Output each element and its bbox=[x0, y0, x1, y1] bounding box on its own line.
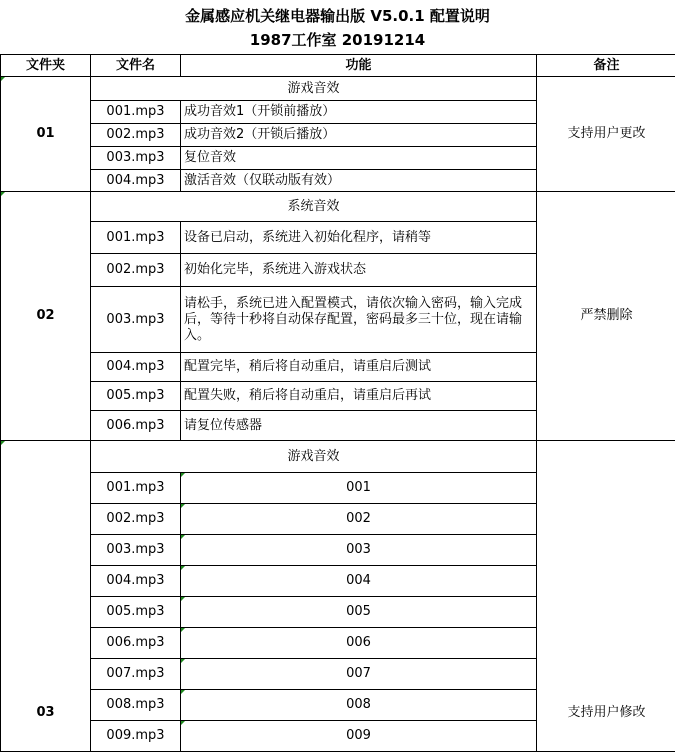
file-function: 激活音效（仅联动版有效） bbox=[181, 170, 537, 192]
folder-01-cell: 01 bbox=[1, 77, 91, 192]
folder-03-note: 支持用户修改 bbox=[537, 705, 675, 721]
file-name: 004.mp3 bbox=[91, 170, 181, 192]
table-row bbox=[1, 441, 675, 473]
file-function: 请松手，系统已进入配置模式，请依次输入密码，输入完成后，等待十秒将自动保存配置，密码最多三十位，现在请输入。 bbox=[181, 287, 537, 353]
header-function: 功能 bbox=[181, 55, 537, 77]
file-function: 配置失败，稍后将自动重启，请重启后再试 bbox=[181, 382, 537, 411]
document-title: 金属感应机关继电器输出版 V5.0.1 配置说明 bbox=[0, 6, 675, 26]
file-name: 001.mp3 bbox=[91, 473, 181, 504]
file-name: 009.mp3 bbox=[91, 721, 181, 752]
file-function: 003 bbox=[181, 535, 537, 566]
file-function: 008 bbox=[181, 690, 537, 721]
file-name: 004.mp3 bbox=[91, 566, 181, 597]
document-subtitle: 1987工作室 20191214 bbox=[0, 30, 675, 50]
file-name: 003.mp3 bbox=[91, 287, 181, 353]
file-function: 005 bbox=[181, 597, 537, 628]
file-function: 成功音效1（开锁前播放） bbox=[181, 101, 537, 124]
file-function: 设备已启动，系统进入初始化程序，请稍等 bbox=[181, 222, 537, 254]
file-function: 002 bbox=[181, 504, 537, 535]
folder-03-note-cell bbox=[537, 441, 675, 752]
file-name: 001.mp3 bbox=[91, 101, 181, 124]
file-function: 001 bbox=[181, 473, 537, 504]
file-function: 复位音效 bbox=[181, 147, 537, 170]
header-filename: 文件名 bbox=[91, 55, 181, 77]
file-name: 006.mp3 bbox=[91, 411, 181, 441]
file-name: 008.mp3 bbox=[91, 690, 181, 721]
section-label: 游戏音效 bbox=[91, 77, 537, 101]
file-name: 007.mp3 bbox=[91, 659, 181, 690]
file-name: 003.mp3 bbox=[91, 535, 181, 566]
config-table bbox=[0, 54, 675, 752]
file-name: 002.mp3 bbox=[91, 254, 181, 287]
file-function: 006 bbox=[181, 628, 537, 659]
table-row bbox=[1, 192, 675, 222]
section-label: 游戏音效 bbox=[91, 441, 537, 473]
file-function: 请复位传感器 bbox=[181, 411, 537, 441]
file-name: 004.mp3 bbox=[91, 353, 181, 382]
file-name: 006.mp3 bbox=[91, 628, 181, 659]
folder-02-cell: 02 bbox=[1, 192, 91, 441]
file-function: 初始化完毕，系统进入游戏状态 bbox=[181, 254, 537, 287]
header-row bbox=[1, 55, 675, 77]
file-name: 005.mp3 bbox=[91, 382, 181, 411]
file-function: 成功音效2（开锁后播放） bbox=[181, 124, 537, 147]
file-name: 003.mp3 bbox=[91, 147, 181, 170]
folder-03-label: 03 bbox=[1, 705, 90, 721]
file-function: 009 bbox=[181, 721, 537, 752]
file-name: 001.mp3 bbox=[91, 222, 181, 254]
table-row bbox=[1, 77, 675, 101]
file-function: 007 bbox=[181, 659, 537, 690]
file-name: 002.mp3 bbox=[91, 124, 181, 147]
header-folder: 文件夹 bbox=[1, 55, 91, 77]
folder-03-cell bbox=[1, 441, 91, 752]
file-name: 002.mp3 bbox=[91, 504, 181, 535]
file-function: 004 bbox=[181, 566, 537, 597]
file-name: 005.mp3 bbox=[91, 597, 181, 628]
file-function: 配置完毕，稍后将自动重启，请重启后测试 bbox=[181, 353, 537, 382]
header-note: 备注 bbox=[537, 55, 675, 77]
folder-01-note: 支持用户更改 bbox=[537, 77, 675, 192]
folder-02-note: 严禁删除 bbox=[537, 192, 675, 441]
section-label: 系统音效 bbox=[91, 192, 537, 222]
